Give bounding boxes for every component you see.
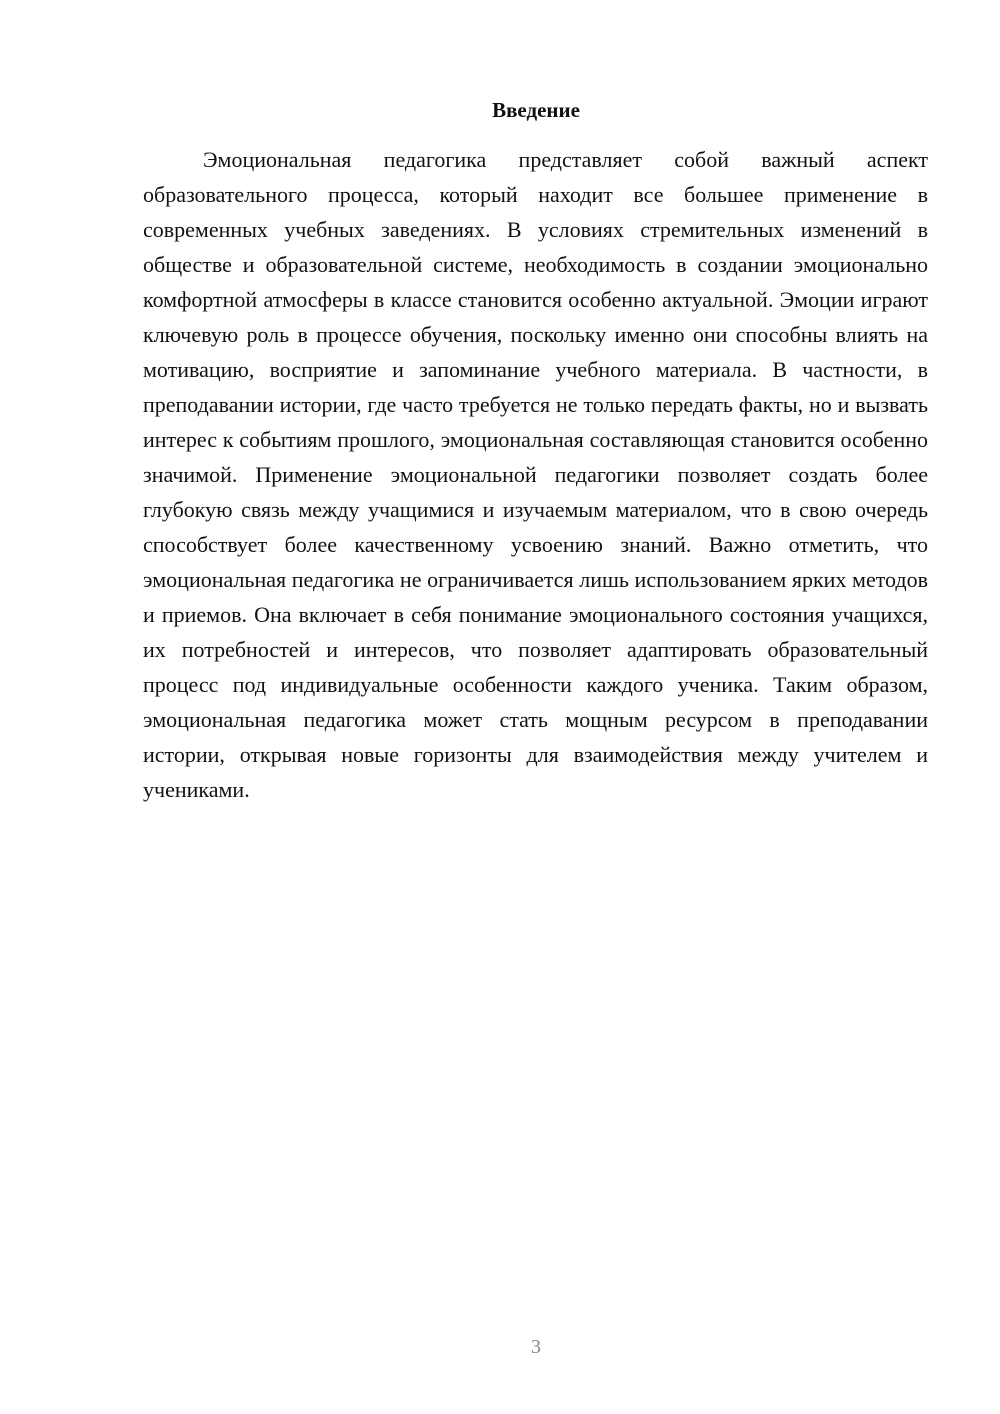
body-paragraph: Эмоциональная педагогика представляет собой важный аспект образовательного процесса, который находит все большее применение в современных учебных заведениях. В условиях стремительных изменений в обществе и образовательной системе, необходимость в создании эмоционально комфортной атмосферы в классе становится особенно актуальной. Эмоции играют ключевую роль в процессе обучения, поскольку именно они способны влиять на мотивацию, восприятие и запоминание учебного материала. В частности, в преподавании истории, где часто требуется не только передать факты, но и вызвать интерес к событиям прошлого, эмоциональная составляющая становится особенно значимой. Применение эмоциональной педагогики позволяет создать более глубокую связь между учащимися и изучаемым материалом, что в свою очередь способствует более качественному усвоению знаний. Важно отметить, что эмоциональная педагогика не ограничивается лишь использованием ярких методов и приемов. Она включает в себя понимание эмоционального состояния учащихся, их потребностей и интересов, что позволяет адаптировать образовательный процесс под индивидуальные особенности каждого ученика. Таким образом, эмоциональная педагогика может стать мощным ресурсом в преподавании истории, открывая новые горизонты для взаимодействия между учителем и учениками. (143, 147, 928, 802)
page-number: 3 (531, 1336, 541, 1358)
section-heading: Введение (492, 98, 580, 122)
